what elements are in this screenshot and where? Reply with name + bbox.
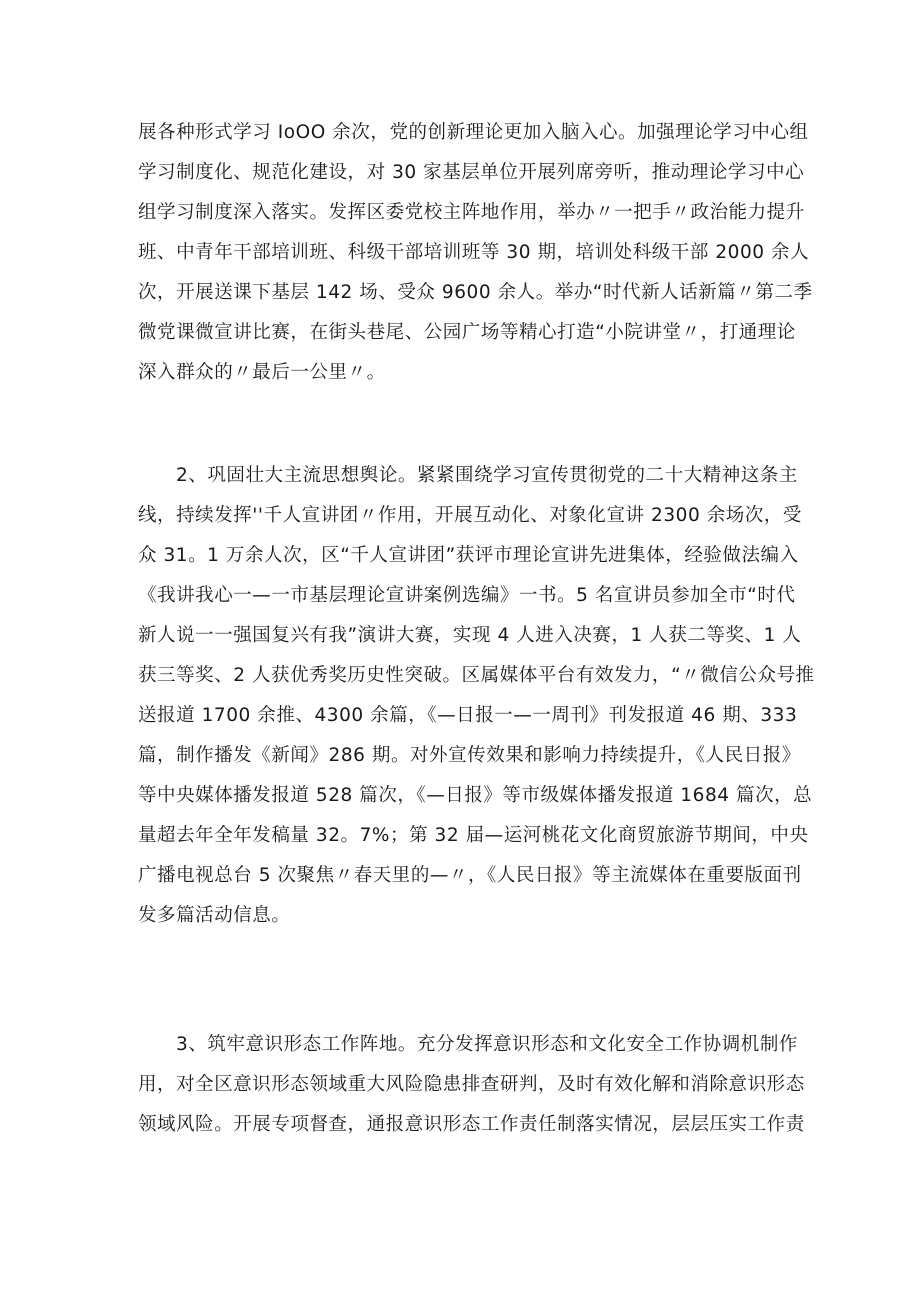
paragraph-1	[138, 113, 813, 393]
text-line: 《我讲我心一—一市基层理论宣讲案例选编》一书。5 名宣讲员参加全市“时代	[138, 585, 796, 606]
text-line: 线，持续发挥''千人宣讲团〃作用，开展互动化、对象化宣讲 2300 余场次，受	[138, 505, 802, 526]
text-line: 组学习制度深入落实。发挥区委党校主阵地作用，举办〃一把手〃政治能力提升	[138, 202, 805, 223]
text-line: 领域风险。开展专项督查，通报意识形态工作责任制落实情况，层层压实工作责	[138, 1114, 805, 1135]
text-line: 学习制度化、规范化建设，对 30 家基层单位开展列席旁听，推动理论学习中心	[138, 162, 805, 183]
text-line: 用，对全区意识形态领域重大风险隐患排查研判，及时有效化解和消除意识形态	[138, 1074, 805, 1095]
text-line: 送报道 1700 余推、4300 余篇，《—日报一—一周刊》刊发报道 46 期、333	[138, 705, 798, 726]
text-line: 次，开展送课下基层 142 场、受众 9600 余人。举办“时代新人话新篇〃第二季	[138, 282, 813, 303]
text-line: 获三等奖、2 人获优秀奖历史性突破。区属媒体平台有效发力，“〃微信公众号推	[138, 665, 815, 686]
text-line: 班、中青年干部培训班、科级干部培训班等 30 期，培训处科级干部 2000 余人	[138, 242, 810, 263]
text-line: 众 31。1 万余人次，区“千人宣讲团”获评市理论宣讲先进集体，经验做法编入	[138, 545, 799, 566]
text-line: 深入群众的〃最后一公里〃。	[138, 362, 386, 383]
text-line: 新人说一一强国复兴有我”演讲大赛，实现 4 人进入决赛，1 人获二等奖、1 人	[138, 625, 802, 646]
paragraph-heading-line: 2、巩固壮大主流思想舆论。紧紧围绕学习宣传贯彻党的二十大精神这条主	[176, 465, 798, 486]
text-line: 微党课微宣讲比赛，在街头巷尾、公园广场等精心打造“小院讲堂〃，打通理论	[138, 322, 796, 343]
text-line: 量超去年全年发稿量 32。7%；第 32 届—运河桃花文化商贸旅游节期间，中央	[138, 825, 809, 846]
text-line: 广播电视总台 5 次聚焦〃春天里的—〃，《人民日报》等主流媒体在重要版面刊	[138, 865, 802, 886]
text-line: 等中央媒体播发报道 528 篇次，《—日报》等市级媒体播发报道 1684 篇次，总	[138, 785, 813, 806]
text-line: 篇，制作播发《新闻》286 期。对外宣传效果和影响力持续提升，《人民日报》	[138, 745, 801, 766]
paragraph-3	[138, 1025, 805, 1145]
text-line: 发多篇活动信息。	[138, 905, 291, 926]
text-line: 展各种形式学习 IoOO 余次，党的创新理论更加入脑入心。加强理论学习中心组	[138, 122, 809, 143]
paragraph-heading-line: 3、筑牢意识形态工作阵地。充分发挥意识形态和文化安全工作协调机制作	[176, 1034, 798, 1055]
paragraph-2	[138, 456, 815, 936]
